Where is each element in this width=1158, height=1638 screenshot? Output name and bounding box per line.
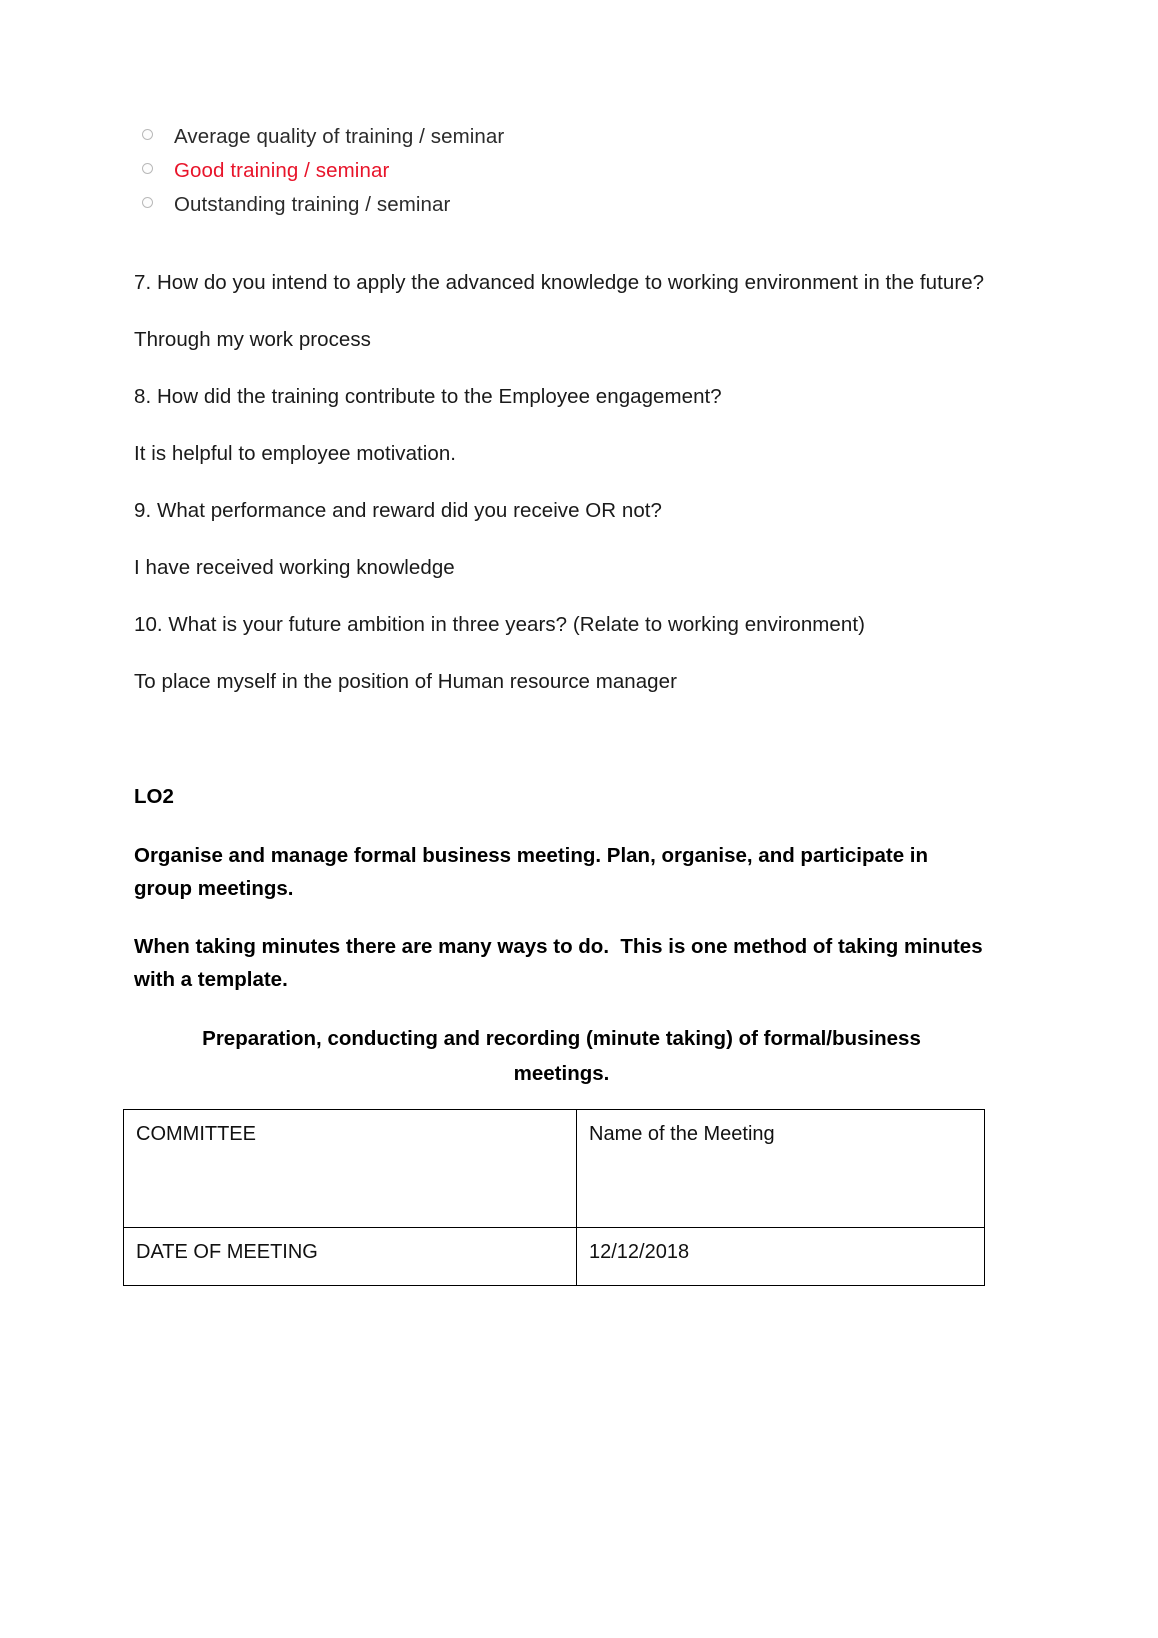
table-cell-value: 12/12/2018 [577, 1228, 985, 1286]
spacer [134, 768, 989, 782]
table-cell-label: DATE OF MEETING [124, 1228, 577, 1286]
option-label: Good training / seminar [174, 159, 390, 182]
answer-10: To place myself in the position of Human resource manager [134, 670, 677, 693]
question-8: 8. How did the training contribute to the Employee engagement? [134, 385, 722, 408]
meeting-minutes-table [123, 1109, 985, 1286]
document-body [134, 122, 989, 1286]
radio-button-icon[interactable] [142, 163, 153, 174]
spacer [134, 724, 989, 768]
option-row[interactable] [134, 156, 989, 185]
answer-9: I have received working knowledge [134, 556, 455, 579]
training-quality-option-list [134, 122, 989, 219]
lo2-objective: Organise and manage formal business meeting. Plan, organise, and participate in group meetings. [134, 844, 934, 900]
lo2-heading: LO2 [134, 785, 174, 808]
question-9: 9. What performance and reward did you receive OR not? [134, 499, 662, 522]
question-10: 10. What is your future ambition in three years? (Relate to working environment) [134, 613, 865, 636]
table-row [124, 1228, 985, 1286]
option-row[interactable] [134, 122, 989, 151]
table-row [124, 1110, 985, 1228]
option-label: Average quality of training / seminar [174, 125, 505, 148]
option-row[interactable] [134, 190, 989, 219]
answer-7: Through my work process [134, 328, 371, 351]
question-7: 7. How do you intend to apply the advanced knowledge to working environment in the future? [134, 271, 985, 294]
radio-button-icon[interactable] [142, 129, 153, 140]
answer-8: It is helpful to employee motivation. [134, 442, 457, 465]
table-cell-label: COMMITTEE [124, 1110, 577, 1228]
option-label: Outstanding training / seminar [174, 193, 451, 216]
lo2-method-note: When taking minutes there are many ways to do. This is one method of taking minutes with a template. [134, 935, 989, 991]
spacer [134, 224, 989, 268]
table-cell-value: Name of the Meeting [577, 1110, 985, 1228]
radio-button-icon[interactable] [142, 197, 153, 208]
section-title: Preparation, conducting and recording (minute taking) of formal/business meetings. [202, 1027, 921, 1085]
